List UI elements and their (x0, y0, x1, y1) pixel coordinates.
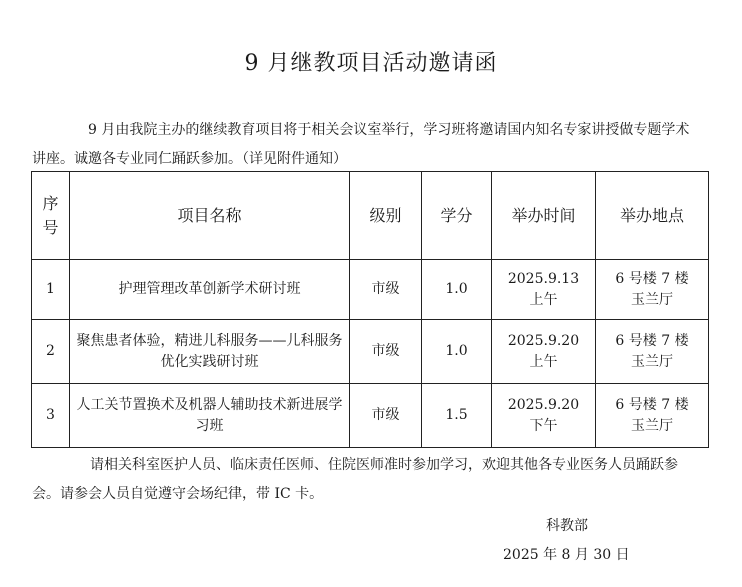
row-credit: 1.0 (422, 320, 492, 384)
header-level: 级别 (350, 172, 422, 260)
row-building: 6 号楼 7 楼 (615, 396, 689, 413)
issuing-department: 科教部 (546, 518, 588, 534)
row-period: 上午 (529, 353, 558, 370)
issue-date: 2025 年 8 月 30 日 (503, 547, 630, 563)
row-date: 2025.9.20 (507, 396, 580, 413)
closing-paragraph: 请相关科室医护人员、临床责任医师、住院医师准时参加学习，欢迎其他各专业医务人员踊跃参会。请参会人员自觉遵守会场纪律，带 IC 卡。 (32, 457, 678, 502)
row-period: 下午 (529, 417, 558, 434)
row-index: 2 (32, 320, 70, 384)
row-level: 市级 (350, 384, 422, 448)
header-place: 举办地点 (596, 172, 709, 260)
row-room: 玉兰厅 (631, 291, 673, 308)
row-credit: 1.0 (422, 260, 492, 320)
header-time: 举办时间 (492, 172, 596, 260)
row-room: 玉兰厅 (631, 417, 673, 434)
row-name: 人工关节置换术及机器人辅助技术新进展学习班 (70, 384, 350, 448)
row-time (492, 384, 596, 448)
row-name: 聚焦患者体验，精进儿科服务——儿科服务优化实践研讨班 (70, 320, 350, 384)
row-index: 1 (32, 260, 70, 320)
document-title: 9 月继教项目活动邀请函 (244, 51, 498, 76)
row-date: 2025.9.20 (507, 332, 580, 349)
row-name: 护理管理改革创新学术研讨班 (70, 260, 350, 320)
row-place (596, 320, 709, 384)
row-time (492, 320, 596, 384)
row-level: 市级 (350, 320, 422, 384)
header-name: 项目名称 (70, 172, 350, 260)
table-row (32, 320, 709, 384)
row-place (596, 260, 709, 320)
table-header-row (32, 172, 709, 260)
header-index: 序号 (32, 172, 70, 260)
row-period: 上午 (529, 291, 558, 308)
row-credit: 1.5 (422, 384, 492, 448)
table-row (32, 384, 709, 448)
row-index: 3 (32, 384, 70, 448)
course-table (31, 171, 709, 448)
row-place (596, 384, 709, 448)
row-building: 6 号楼 7 楼 (615, 270, 689, 287)
row-level: 市级 (350, 260, 422, 320)
table-row (32, 260, 709, 320)
row-date: 2025.9.13 (507, 270, 580, 287)
row-building: 6 号楼 7 楼 (615, 332, 689, 349)
row-room: 玉兰厅 (631, 353, 673, 370)
row-time (492, 260, 596, 320)
intro-paragraph: 9 月由我院主办的继续教育项目将于相关会议室举行，学习班将邀请国内知名专家讲授做专题学术讲座。诚邀各专业同仁踊跃参加。（详见附件通知） (32, 122, 690, 167)
header-credit: 学分 (422, 172, 492, 260)
